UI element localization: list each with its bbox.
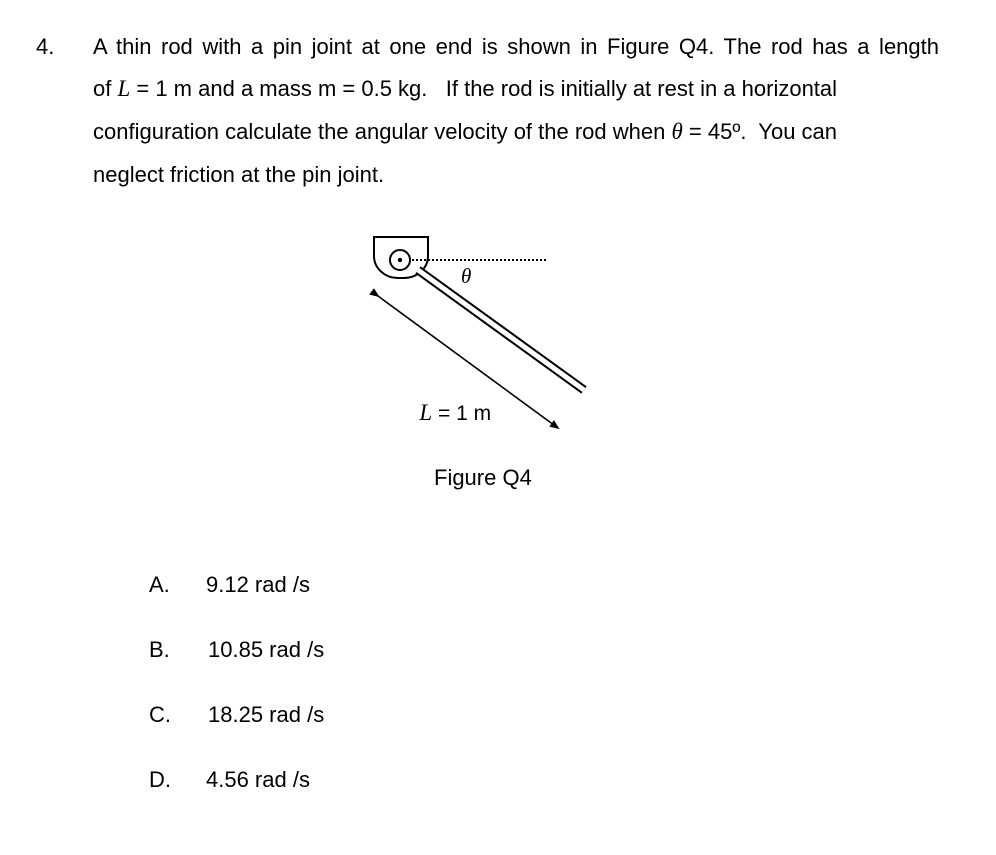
pin-center [398, 258, 402, 262]
option-text: 10.85 rad /s [208, 637, 325, 662]
question-text-line-3 [93, 119, 837, 145]
question-number: 4. [36, 34, 55, 59]
question-text-line-2 [93, 76, 939, 102]
figure-length-label [396, 376, 491, 450]
option-letter: D. [149, 767, 171, 792]
figure-length-symbol: L [419, 400, 433, 425]
theta-symbol: θ [671, 119, 683, 144]
length-symbol: L [117, 76, 131, 101]
option-text: 9.12 rad /s [206, 572, 310, 597]
option-text: 4.56 rad /s [206, 767, 310, 792]
option-text: 18.25 rad /s [208, 702, 325, 727]
question-line-2-suffix: = 1 m and a mass m = 0.5 kg. If the rod is initially at rest in a horizontal [130, 76, 838, 101]
question-line-2-prefix: of [93, 76, 118, 101]
question-text-line-1: A thin rod with a pin joint at one end is shown in Figure Q4. The rod has a length [93, 34, 939, 59]
question-text-line-4: neglect friction at the pin joint. [93, 162, 385, 187]
figure-caption: Figure Q4 [434, 465, 532, 490]
figure-theta-label: θ [461, 264, 472, 288]
figure-q4 [360, 228, 600, 438]
option-letter: A. [149, 572, 170, 597]
option-letter: C. [149, 702, 171, 727]
question-line-3-suffix: = 45º. You can [682, 119, 838, 144]
question-line-3-prefix: configuration calculate the angular velocity of the rod when [93, 119, 672, 144]
option-letter: B. [149, 637, 170, 662]
rod [418, 270, 584, 390]
figure-length-value: = 1 m [432, 402, 492, 425]
